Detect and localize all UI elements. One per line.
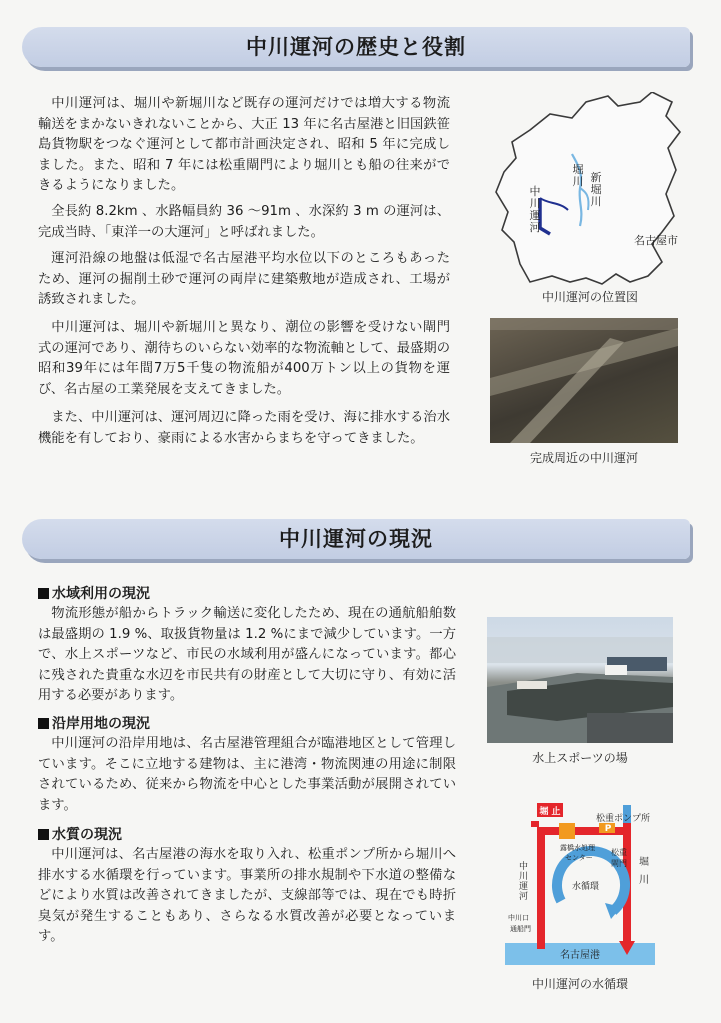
map-caption: 中川運河の位置図 bbox=[541, 290, 638, 304]
water-quality-text: 中川運河は、名古屋港の海水を取り入れ、松重ポンプ所から堀川へ排水する水循環を行っています。事業所の排水規制や下水道の整備などにより水質は改善されてきましたが、支線部等では、現在でも時折臭気が発生することもあり、さらなる水質改善が必要となっています。 bbox=[38, 847, 456, 944]
diagram-label-center-bottom: センター bbox=[565, 854, 593, 862]
diagram-label-lock: 閘門 bbox=[611, 859, 627, 868]
map-label-shinhorikawa: 新堀川 bbox=[590, 171, 602, 208]
sub-heading-water-use: 水域利用の現況 bbox=[38, 584, 150, 604]
diagram-label-p-mark: P bbox=[604, 824, 612, 834]
s1-paragraph-1: 中川運河は、堀川や新堀川など既存の運河だけでは増大する物流輸送をまかないきれないことから、大正 13 年に名古屋港と旧国鉄笹島貨物駅をつなぐ運河として都市計画決定され、昭和 5 年に完成しました。また、昭和 7 年には松重閘門により堀川とも船の往来ができるようになりました。 bbox=[38, 96, 450, 193]
water-sports-photo bbox=[487, 617, 673, 743]
water-use-text: 物流形態が船からトラック輸送に変化したため、現在の通航船舶数は最盛期の 1.9 %、取扱貨物量は 1.2 %にまで減少しています。一方で、水上スポーツなど、市民の水域利用が盛んになっています。都心に残された貴重な水辺を市民共有の財産として大切に守り、有効に活用する必要があります。 bbox=[38, 606, 456, 703]
sub-heading-water-quality: 水質の現況 bbox=[38, 825, 122, 845]
coastal-land-text: 中川運河の沿岸用地は、名古屋港管理組合が臨港地区として管理しています。そこに立地する建物は、主に港湾・物流関連の用途に制限されているため、従来から物流を中心とした事業活動が展開されています。 bbox=[38, 736, 456, 813]
diagram-label-horikawa: 堀 川 bbox=[639, 857, 649, 886]
diagram-caption: 中川運河の水循環 bbox=[531, 977, 628, 991]
diagram-label-nakagawa: 中川運河 bbox=[518, 862, 528, 902]
diagram-label-center-top: 露橋水処理 bbox=[560, 844, 595, 852]
diagram-label-matsushige: 松重 bbox=[611, 848, 627, 857]
s1-paragraph-4: 中川運河は、堀川や新堀川と異なり、潮位の影響を受けない閘門式の運河であり、潮待ちのいらない効率的な物流軸として、最盛期の昭和39年には年間7万5千隻の物流船が400万トン以上の貨物を運び、名古屋の工業発展を支えてきました。 bbox=[38, 320, 450, 397]
section2-banner bbox=[22, 519, 690, 559]
diagram-label-pump: 松重ポンプ所 bbox=[596, 814, 651, 824]
diagram-label-nakagawaguchi: 中川口 bbox=[508, 914, 529, 922]
s1-paragraph-5: また、中川運河は、運河周辺に降った雨を受け、海に排水する治水機能を有しており、豪雨による水害からまちを守ってきました。 bbox=[38, 410, 450, 446]
section1-banner bbox=[22, 27, 690, 67]
s1-paragraph-3: 運河沿線の地盤は低湿で名古屋港平均水位以下のところもあったため、運河の掘削土砂で運河の両岸に建築敷地が造成され、工場が誘致されました。 bbox=[38, 251, 450, 307]
sub-heading-coastal-land: 沿岸用地の現況 bbox=[38, 714, 150, 734]
water-sports-caption: 水上スポーツの場 bbox=[532, 751, 628, 765]
diagram-label-junkan: 水循環 bbox=[572, 882, 600, 892]
map-label-city: 名古屋市 bbox=[634, 234, 678, 247]
map-label-nakagawa: 中川運河 bbox=[529, 185, 541, 234]
diagram-label-lock2: 通船門 bbox=[510, 925, 531, 933]
s1-paragraph-2: 全長約 8.2km 、水路幅員約 36 〜91m 、水深約 3 m の運河は、完成当時、「東洋一の大運河」と呼ばれました。 bbox=[38, 204, 450, 240]
historic-photo-caption: 完成周近の中川運河 bbox=[529, 451, 638, 465]
historic-canal-photo bbox=[490, 318, 678, 443]
diagram-label-port: 名古屋港 bbox=[560, 950, 600, 961]
map-label-horikawa: 堀川 bbox=[572, 163, 584, 188]
diagram-label-horidome: 堀 止 bbox=[539, 807, 561, 817]
section2-title: 中川運河の現況 bbox=[279, 527, 433, 551]
section1-title: 中川運河の歴史と役割 bbox=[246, 35, 466, 59]
